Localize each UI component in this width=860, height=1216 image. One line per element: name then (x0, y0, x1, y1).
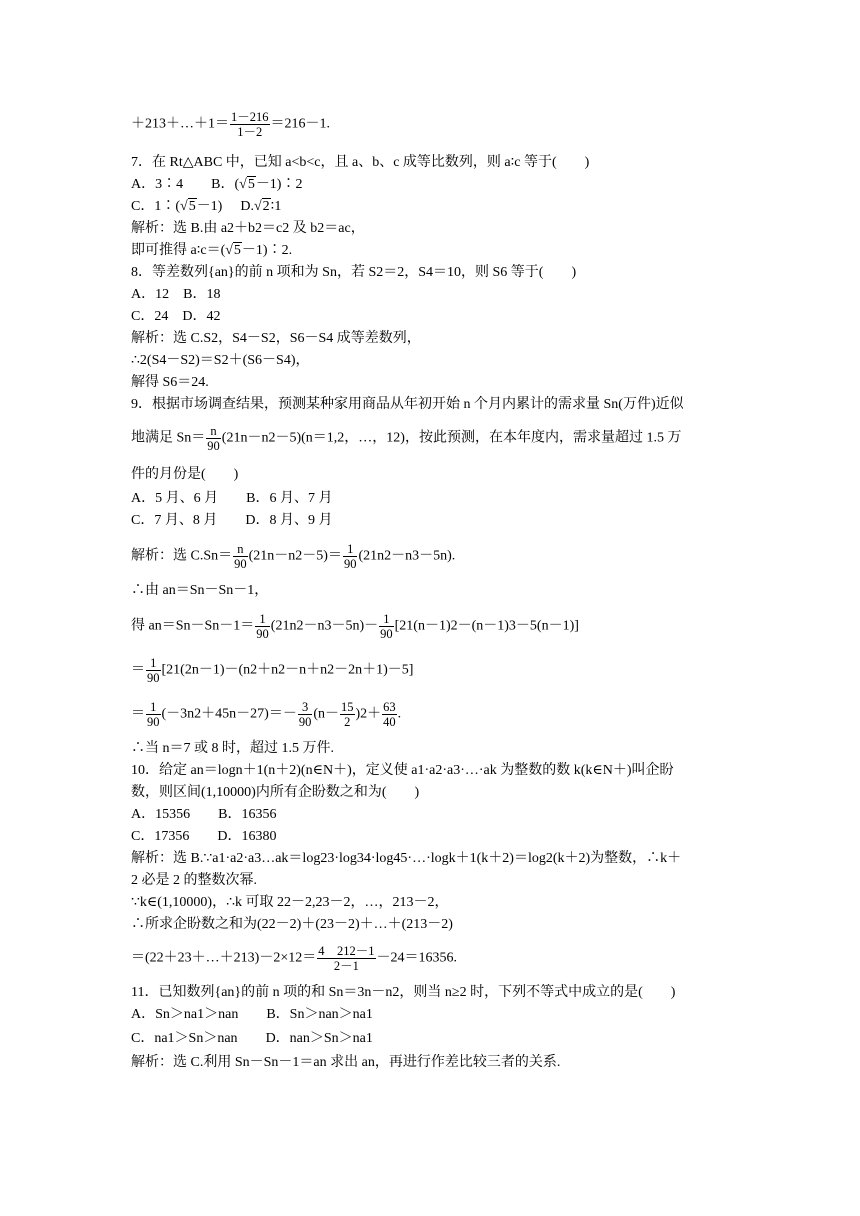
q10-solution-3: ∵k∈(1,10000)，∴k 可取 22－2,23－2，…，213－2， (131, 895, 449, 910)
denominator: 90 (343, 557, 357, 571)
q8-solution-1: 解析：选 C.S2，S4－S2，S6－S4 成等差数列， (131, 331, 421, 346)
denominator: 2－1 (333, 959, 359, 973)
q8-options-cd: C．24 D．42 (131, 309, 221, 324)
text: ＝ (131, 706, 145, 722)
numerator: 1 (343, 542, 358, 557)
text: 解析：选 C.Sn＝ (131, 548, 233, 564)
fraction (146, 700, 161, 729)
text: . (397, 706, 402, 722)
q8-solution-2: ∴2(S4－S2)＝S2＋(S6－S4)， (131, 353, 310, 368)
option-b: B．( (211, 177, 240, 192)
fraction (382, 700, 397, 729)
q9-stem-2 (131, 424, 681, 453)
q7-options-cd (131, 198, 281, 216)
numerator: 1－216 (231, 110, 269, 124)
fraction (255, 612, 270, 641)
text: ∶1 (270, 199, 282, 214)
q10-solution-2: 2 必是 2 的整数次幂. (131, 873, 257, 888)
fraction (146, 656, 161, 685)
option-d: D. (240, 199, 254, 214)
option-b: B．6 月、7 月 (246, 491, 333, 506)
option-b: B．Sn＞nan＞na1 (266, 1007, 373, 1022)
denominator: 90 (207, 439, 220, 453)
numerator: n (233, 542, 248, 557)
q9-solution-4 (131, 656, 413, 685)
numerator: 4 212－1 (318, 944, 375, 958)
option-c: C．7 月、8 月 (131, 513, 218, 528)
numerator: n (206, 424, 221, 439)
denominator: 90 (234, 557, 247, 571)
option-c: C．1∶( (131, 199, 180, 214)
text: 地满足 Sn＝ (131, 430, 206, 446)
q9-solution-1 (131, 542, 455, 571)
sqrt: √5 (225, 243, 241, 258)
q8-stem: 8．等差数列{an}的前 n 项和为 Sn，若 S2＝2，S4＝10，则 S6 等于( ) (131, 265, 577, 280)
numerator: 63 (383, 700, 396, 714)
q7-solution-2 (131, 242, 292, 260)
text: ＝216－1. (270, 116, 331, 132)
q11-stem: 11．已知数列{an}的前 n 项的和 Sn＝3n－n2，则当 n≥2 时，下列不等式中成立的是( ) (131, 985, 676, 1000)
q7-solution-1: 解析：选 B.由 a2＋b2＝c2 及 b2＝ac， (131, 221, 365, 236)
q10-stem-2: 数，则区间(1,10000)内所有企盼数之和为( ) (131, 785, 420, 800)
radicand: 5 (188, 199, 196, 214)
fraction (298, 700, 313, 729)
numerator: 1 (255, 612, 270, 627)
fraction (230, 110, 270, 139)
text: (21n2－n3－5n). (358, 548, 456, 564)
q10-stem-1: 10．给定 an＝logn＋1(n＋2)(n∈N＋)，定义使 a1·a2·a3·…·ak 为整数的数 k(k∈N＋)叫企盼 (131, 763, 674, 778)
text: 即可推得 a∶c＝( (131, 243, 226, 258)
text: －24＝16356. (376, 950, 457, 966)
q9-options-cd (131, 512, 332, 530)
q11-options-ab (131, 1006, 373, 1024)
text: (n－ (313, 706, 339, 722)
numerator: 1 (146, 656, 161, 671)
text: －1)∶2 (255, 177, 303, 192)
text: ＋213＋…＋1＝ (131, 116, 229, 132)
radicand: 2 (262, 199, 270, 214)
denominator: 40 (383, 715, 396, 729)
q10-solution-4: ∴所求企盼数之和为(22－2)＋(23－2)＋…＋(213－2) (131, 917, 453, 932)
text: ＝(22＋23＋…＋213)－2×12＝ (131, 950, 317, 966)
denominator: 90 (256, 627, 269, 641)
fraction (340, 700, 355, 729)
line-1 (131, 110, 330, 139)
q10-options-ab: A．15356 B．16356 (131, 807, 277, 822)
text: －1) (196, 199, 223, 214)
option-a: A．5 月、6 月 (131, 491, 219, 506)
option-a: A．Sn＞na1＞nan (131, 1007, 239, 1022)
q11-options-cd (131, 1030, 373, 1048)
q9-stem-3: 件的月份是( ) (131, 467, 239, 482)
denominator: 90 (298, 715, 312, 729)
q9-solution-5 (131, 700, 401, 729)
option-d: D．8 月、9 月 (245, 513, 333, 528)
text: [21(2n－1)－(n2＋n2－n＋n2－2n＋1)－5] (161, 662, 414, 678)
option-c: C．na1＞Sn＞nan (131, 1031, 238, 1046)
radicand: 5 (233, 243, 241, 258)
denominator: 90 (147, 671, 160, 685)
q10-solution-1: 解析：选 B.∵a1·a2·a3…ak＝log23·log34·log45·…·logk＋1(k＋2)＝log2(k＋2)为整数，∴k＋ (131, 851, 682, 866)
numerator: 1 (379, 612, 394, 627)
denominator: 90 (147, 715, 160, 729)
text: 得 an＝Sn－Sn－1＝ (131, 618, 255, 634)
text: －1)∶2. (241, 243, 293, 258)
q9-solution-3 (131, 612, 579, 641)
q8-solution-3: 解得 S6＝24. (131, 375, 209, 390)
denominator: 90 (380, 627, 393, 641)
q9-solution-6: ∴当 n＝7 或 8 时，超过 1.5 万件. (131, 741, 334, 756)
fraction (233, 542, 248, 571)
sqrt: √2 (253, 199, 270, 214)
option-d: D．nan＞Sn＞na1 (265, 1031, 373, 1046)
denominator: 2 (344, 715, 351, 729)
numerator: 3 (298, 700, 313, 715)
option-a: A．3∶4 (131, 177, 184, 192)
q9-solution-2: ∴由 an＝Sn－Sn－1， (131, 583, 269, 598)
q7-stem: 7．在 Rt△ABC 中，已知 a<b<c，且 a、b、c 成等比数列，则 a∶c 等于( ) (131, 155, 590, 170)
q8-options-ab: A．12 B．18 (131, 287, 221, 302)
text: (21n－n2－5)(n＝1,2，…，12)，按此预测，在本年度内，需求量超过 1.5 万 (221, 430, 682, 446)
fraction (206, 424, 221, 453)
sqrt: √5 (239, 177, 255, 192)
text: ＝ (131, 662, 145, 678)
sqrt: √5 (180, 199, 196, 214)
fraction (343, 542, 358, 571)
q7-options-ab (131, 176, 302, 194)
fraction (317, 944, 375, 973)
text: (21n－n2－5)＝ (248, 548, 342, 564)
q10-solution-5 (131, 944, 457, 973)
numerator: 1 (146, 700, 161, 715)
text: [21(n－1)2－(n－1)3－5(n－1)] (394, 618, 579, 634)
radicand: 5 (247, 177, 255, 192)
denominator: 1－2 (237, 125, 263, 139)
numerator: 15 (341, 700, 354, 714)
text: (－3n2＋45n－27)＝－ (161, 706, 297, 722)
q9-options-ab (131, 490, 332, 508)
q10-options-cd: C．17356 D．16380 (131, 829, 277, 844)
fraction (379, 612, 394, 641)
text: (21n2－n3－5n)－ (270, 618, 379, 634)
text: )2＋ (355, 706, 382, 722)
q9-stem-1: 9．根据市场调查结果，预测某种家用商品从年初开始 n 个月内累计的需求量 Sn(万件)近似 (131, 397, 684, 412)
q11-solution: 解析：选 C.利用 Sn－Sn－1＝an 求出 an，再进行作差比较三者的关系. (131, 1055, 561, 1070)
